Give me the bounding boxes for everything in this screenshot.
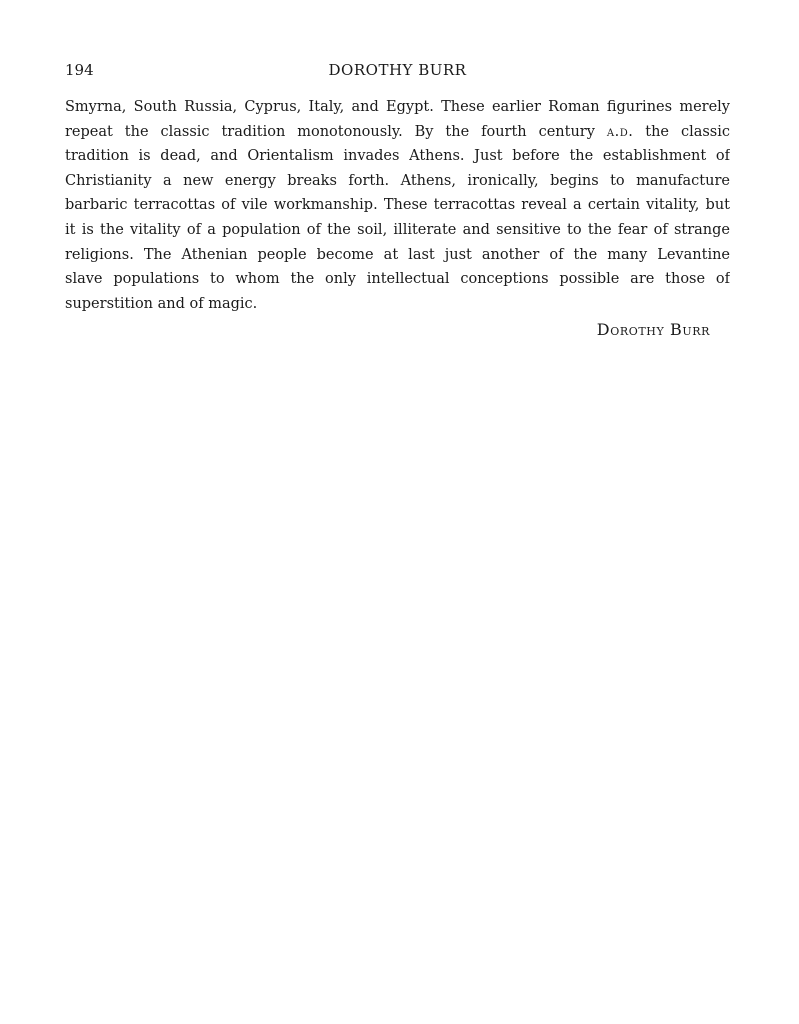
text-line: religions. The Athenian people become at last just another of the many Levantine <box>65 246 730 263</box>
text-line: slave populations to whom the only intellectual conceptions possible are those of <box>65 271 730 288</box>
running-head <box>65 58 730 82</box>
text-line: superstition and of magic. <box>65 295 258 312</box>
text-line: tradition is dead, and Orientalism invades Athens. Just before the establishment of <box>65 148 730 165</box>
text-line: it is the vitality of a population of the soil, illiterate and sensitive to the fear of strange <box>65 221 730 238</box>
body-paragraph <box>65 95 730 316</box>
author-signature: Dorothy Burr <box>596 320 710 339</box>
running-title: DOROTHY BURR <box>328 61 467 79</box>
text-line <box>65 120 730 145</box>
text-segment: repeat the classic tradition monotonously. By the fourth century <box>65 123 607 140</box>
page <box>65 0 730 1024</box>
page-number: 194 <box>65 61 94 79</box>
text-segment: the classic <box>633 123 730 140</box>
text-line: Christianity a new energy breaks forth. Athens, ironically, begins to manufacture <box>65 172 730 189</box>
text-line: barbaric terracottas of vile workmanship. These terracottas reveal a certain vitality, but <box>65 197 730 214</box>
era-abbreviation: a.d. <box>606 123 634 140</box>
text-line: Smyrna, South Russia, Cyprus, Italy, and Egypt. These earlier Roman figurines merely <box>65 99 730 115</box>
